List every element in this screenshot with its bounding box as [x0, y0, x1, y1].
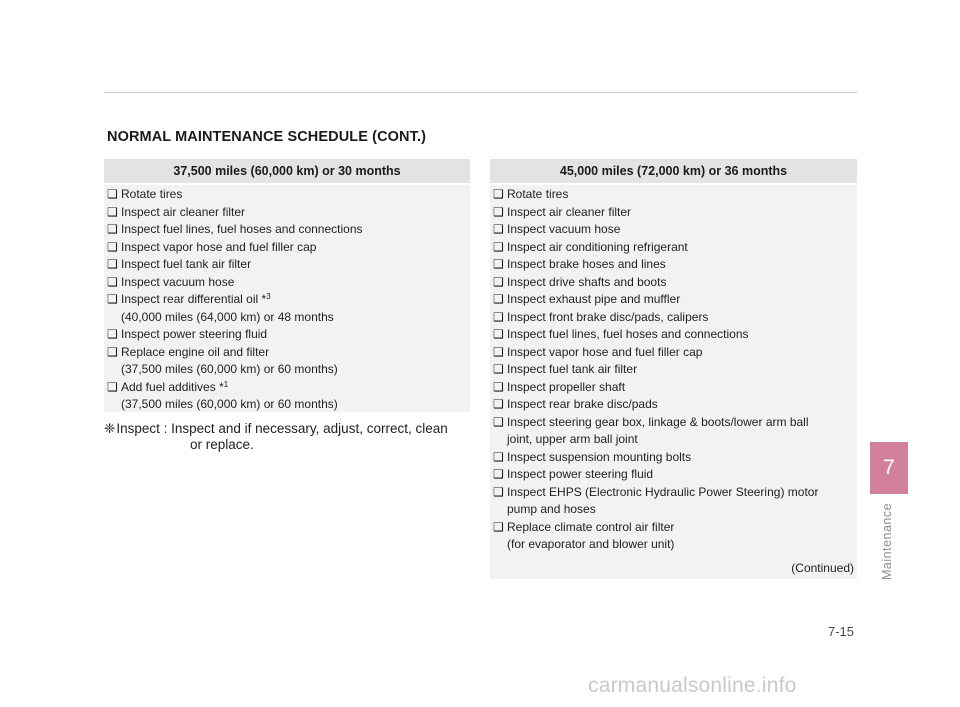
checklist-item-text: Replace engine oil and filter: [121, 344, 270, 359]
checklist-item-text: Add fuel additives *: [121, 379, 224, 394]
schedule-box-37500: [104, 159, 470, 412]
checkbox-icon: ❑: [493, 327, 504, 341]
checkbox-icon: ❑: [107, 257, 118, 271]
page-number: 7-15: [828, 624, 855, 639]
checklist-item: [493, 326, 818, 344]
checklist-item: [107, 221, 363, 239]
chapter-label: Maintenance: [880, 502, 894, 580]
checklist-item-text: Inspect exhaust pipe and muffler: [507, 292, 681, 306]
checkbox-icon: ❑: [493, 274, 504, 289]
checklist-item-text: Inspect vapor hose and fuel filler cap: [507, 344, 703, 359]
checklist-item-text: Inspect vapor hose and fuel filler cap: [121, 239, 317, 254]
checklist-item: [107, 204, 363, 222]
checkbox-icon: ❑: [493, 292, 504, 306]
checklist-item: [493, 256, 818, 274]
checklist: [493, 186, 818, 554]
checklist-item: [107, 326, 363, 344]
checklist-item: [493, 379, 818, 397]
checklist-item-text: Inspect rear differential oil *: [121, 292, 267, 306]
checklist-item-text: Inspect steering gear box, linkage & boots/lower arm ball: [507, 414, 809, 429]
checklist-item-text: Inspect fuel tank air filter: [121, 257, 252, 271]
checklist-item-text: Inspect air cleaner filter: [507, 204, 632, 219]
checklist-item: [493, 484, 818, 519]
checkbox-icon: ❑: [493, 379, 504, 394]
checkbox-icon: ❑: [107, 222, 118, 236]
checklist-item-text: Inspect front brake disc/pads, calipers: [507, 309, 709, 324]
schedule-box-title: 45,000 miles (72,000 km) or 36 months: [490, 159, 857, 185]
checklist-item-text: Inspect fuel tank air filter: [507, 362, 638, 376]
checkbox-icon: ❑: [493, 414, 504, 429]
checklist-item: [493, 414, 818, 449]
checklist-item: [493, 344, 818, 362]
checklist-item-text: Rotate tires: [507, 187, 569, 201]
checklist-item-text: Rotate tires: [121, 187, 183, 201]
checklist-item: [107, 291, 363, 326]
checklist-item: [107, 239, 363, 257]
checklist-item-text: Inspect fuel lines, fuel hoses and connections: [121, 222, 363, 236]
checklist-item-continuation: joint, upper arm ball joint: [507, 432, 638, 446]
checkbox-icon: ❑: [493, 204, 504, 219]
checklist-item-text: Inspect fuel lines, fuel hoses and connections: [507, 327, 749, 341]
checklist-item-text: Inspect brake hoses and lines: [507, 257, 666, 271]
checklist-item: [493, 449, 818, 467]
checklist-item: [493, 204, 818, 222]
header-rule: [104, 92, 857, 93]
checkbox-icon: ❑: [107, 187, 118, 201]
checklist-item: [493, 466, 818, 484]
checklist-item: [493, 291, 818, 309]
checklist-item: [493, 274, 818, 292]
checkbox-icon: ❑: [493, 362, 504, 376]
checklist-item: [493, 239, 818, 257]
note-line-1: Inspect : Inspect and if necessary, adjust, correct, clean: [116, 421, 448, 436]
checklist-item-text: Inspect vacuum hose: [121, 274, 235, 289]
checklist-item-text: Inspect EHPS (Electronic Hydraulic Power Steering) motor: [507, 484, 819, 499]
checkbox-icon: ❑: [107, 327, 118, 341]
checkbox-icon: ❑: [107, 239, 118, 254]
page-heading: NORMAL MAINTENANCE SCHEDULE (CONT.): [107, 129, 427, 145]
checklist-item: [493, 221, 818, 239]
checklist-item-continuation: (40,000 miles (64,000 km) or 48 months: [121, 309, 334, 324]
checklist-item-continuation: (37,500 miles (60,000 km) or 60 months): [121, 397, 338, 411]
checklist-item: [107, 274, 363, 292]
checkbox-icon: ❑: [493, 344, 504, 359]
checklist-item: [493, 519, 818, 554]
checkbox-icon: ❑: [107, 204, 118, 219]
note-line-2: or replace.: [190, 437, 254, 452]
checklist-item-text: Inspect rear brake disc/pads: [507, 397, 658, 411]
checklist-item-text: Inspect air cleaner filter: [121, 204, 246, 219]
checkbox-icon: ❑: [107, 379, 118, 394]
checklist-item: [493, 309, 818, 327]
checklist-item-text: Replace climate control air filter: [507, 519, 675, 534]
chapter-number: 7: [883, 456, 895, 479]
schedule-box-title: 37,500 miles (60,000 km) or 30 months: [104, 159, 470, 185]
checkbox-icon: ❑: [493, 187, 504, 201]
checklist-item: [493, 361, 818, 379]
checklist-item: [107, 344, 363, 379]
checkbox-icon: ❑: [493, 239, 504, 254]
checkbox-icon: ❑: [493, 397, 504, 411]
checkbox-icon: ❑: [493, 257, 504, 271]
checkbox-icon: ❑: [493, 467, 504, 481]
checklist-item: [107, 256, 363, 274]
checkbox-icon: ❑: [493, 519, 504, 534]
footnote-marker: 1: [223, 379, 229, 389]
checkbox-icon: ❑: [493, 309, 504, 324]
checkbox-icon: ❑: [493, 449, 504, 464]
inspect-note: [104, 421, 474, 453]
checklist-item-text: Inspect air conditioning refrigerant: [507, 239, 688, 254]
checklist-item-text: Inspect vacuum hose: [507, 222, 621, 236]
checklist-item-text: Inspect propeller shaft: [507, 379, 626, 394]
checklist-item-continuation: (for evaporator and blower unit): [507, 537, 675, 551]
checklist-item: [493, 186, 818, 204]
checklist-item-text: Inspect power steering fluid: [121, 327, 268, 341]
checklist-item-text: Inspect suspension mounting bolts: [507, 449, 692, 464]
checkbox-icon: ❑: [107, 344, 118, 359]
checkbox-icon: ❑: [493, 484, 504, 499]
schedule-box-45000: [490, 159, 857, 579]
footnote-marker: 3: [266, 292, 271, 301]
chapter-tab[interactable]: [870, 442, 908, 494]
checklist-item-text: Inspect drive shafts and boots: [507, 274, 667, 289]
checklist-item-text: Inspect power steering fluid: [507, 467, 654, 481]
checklist-item: [107, 186, 363, 204]
checklist-item-continuation: pump and hoses: [507, 502, 596, 516]
checklist-item: [493, 396, 818, 414]
checklist: [107, 186, 363, 414]
note-symbol: ❈: [104, 421, 116, 436]
checkbox-icon: ❑: [107, 292, 118, 306]
continued-label: (Continued): [791, 561, 854, 575]
checklist-item-continuation: (37,500 miles (60,000 km) or 60 months): [121, 362, 338, 376]
checkbox-icon: ❑: [493, 222, 504, 236]
checklist-item: [107, 379, 363, 414]
watermark: carmanualsonline.info: [588, 674, 797, 697]
checkbox-icon: ❑: [107, 274, 118, 289]
